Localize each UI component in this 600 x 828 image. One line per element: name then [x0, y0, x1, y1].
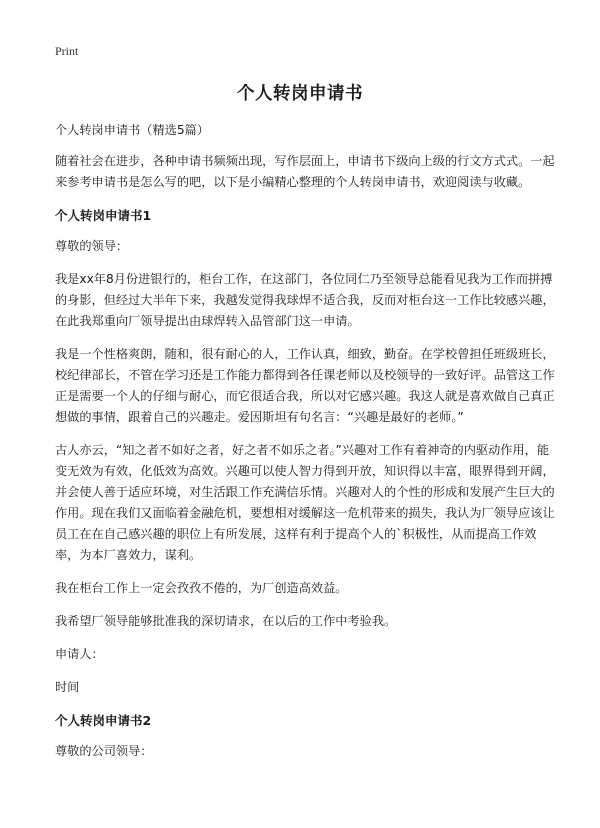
- paragraph: 古人亦云，“知之者不如好之者，好之者不如乐之者。”兴趣对工作有着神奇的内驱动作用，能变无效为有效，化低效为高效。兴趣可以使人智力得到开放，知识得以丰富，眼界得到开阔，并会使人善于适应环境，对生活跟工作充满信乐情。兴趣对人的个性的形成和发展产生巨大的作用。现在我们又面临着金融危机，要想相对缓解这一危机带来的损失，我认为厂领导应该让员工在在自己感兴趣的职位上有所发展，这样有利于提高个人的`积极性，从而提高工作效率，为本厂喜效力，谋利。: [55, 443, 555, 562]
- paragraph: 我是xx年8月份进银行的，柜台工作，在这部门，各位同仁乃至领导总能看见我为工作而拼搏的身影，但经过大半年下来，我越发觉得我球焊不适合我，反而对柜台这一工作比较感兴趣，在此我郑重向厂领导提出由球焊转入品管部门这一申请。: [55, 272, 555, 328]
- section-heading-2: 个人转岗申请书2: [55, 713, 152, 728]
- document-subtitle: 个人转岗申请书（精选5篇）: [55, 123, 210, 137]
- time-line: 时间: [55, 680, 80, 694]
- document-body: [55, 120, 555, 774]
- greeting-1: 尊敬的领导：: [55, 239, 129, 253]
- greeting-2: 尊敬的公司领导：: [55, 744, 153, 758]
- paragraph: 我希望厂领导能够批准我的深切请求，在以后的工作中考验我。: [55, 614, 397, 628]
- intro-paragraph: 随着社会在进步，各种申请书频频出现，写作层面上，申请书下级向上级的行文方式式。一起来参考申请书是怎么写的吧，以下是小编精心整理的个人转岗申请书，欢迎阅读与收藏。: [55, 154, 555, 189]
- applicant-line: 申请人：: [55, 647, 104, 661]
- paragraph: 我是一个性格爽朗，随和，很有耐心的人，工作认真，细致，勤奋。在学校曾担任班级班长，校纪律部长，不管在学习还是工作能力都得到各任课老师以及校领导的一致好评。品管这工作正是需要一个人的仔细与耐心，而它很适合我，所以对它感兴趣。我这人就是喜欢做自己真正想做的事情，跟着自己的兴趣走。爱因斯坦有句名言：“兴趣是最好的老师。”: [55, 347, 555, 424]
- print-label: Print: [55, 44, 79, 58]
- section-heading-1: 个人转岗申请书1: [55, 208, 152, 223]
- page-title: 个人转岗申请书: [237, 84, 363, 104]
- paragraph: 我在柜台工作上一定会孜孜不倦的，为厂创造高效益。: [55, 581, 348, 595]
